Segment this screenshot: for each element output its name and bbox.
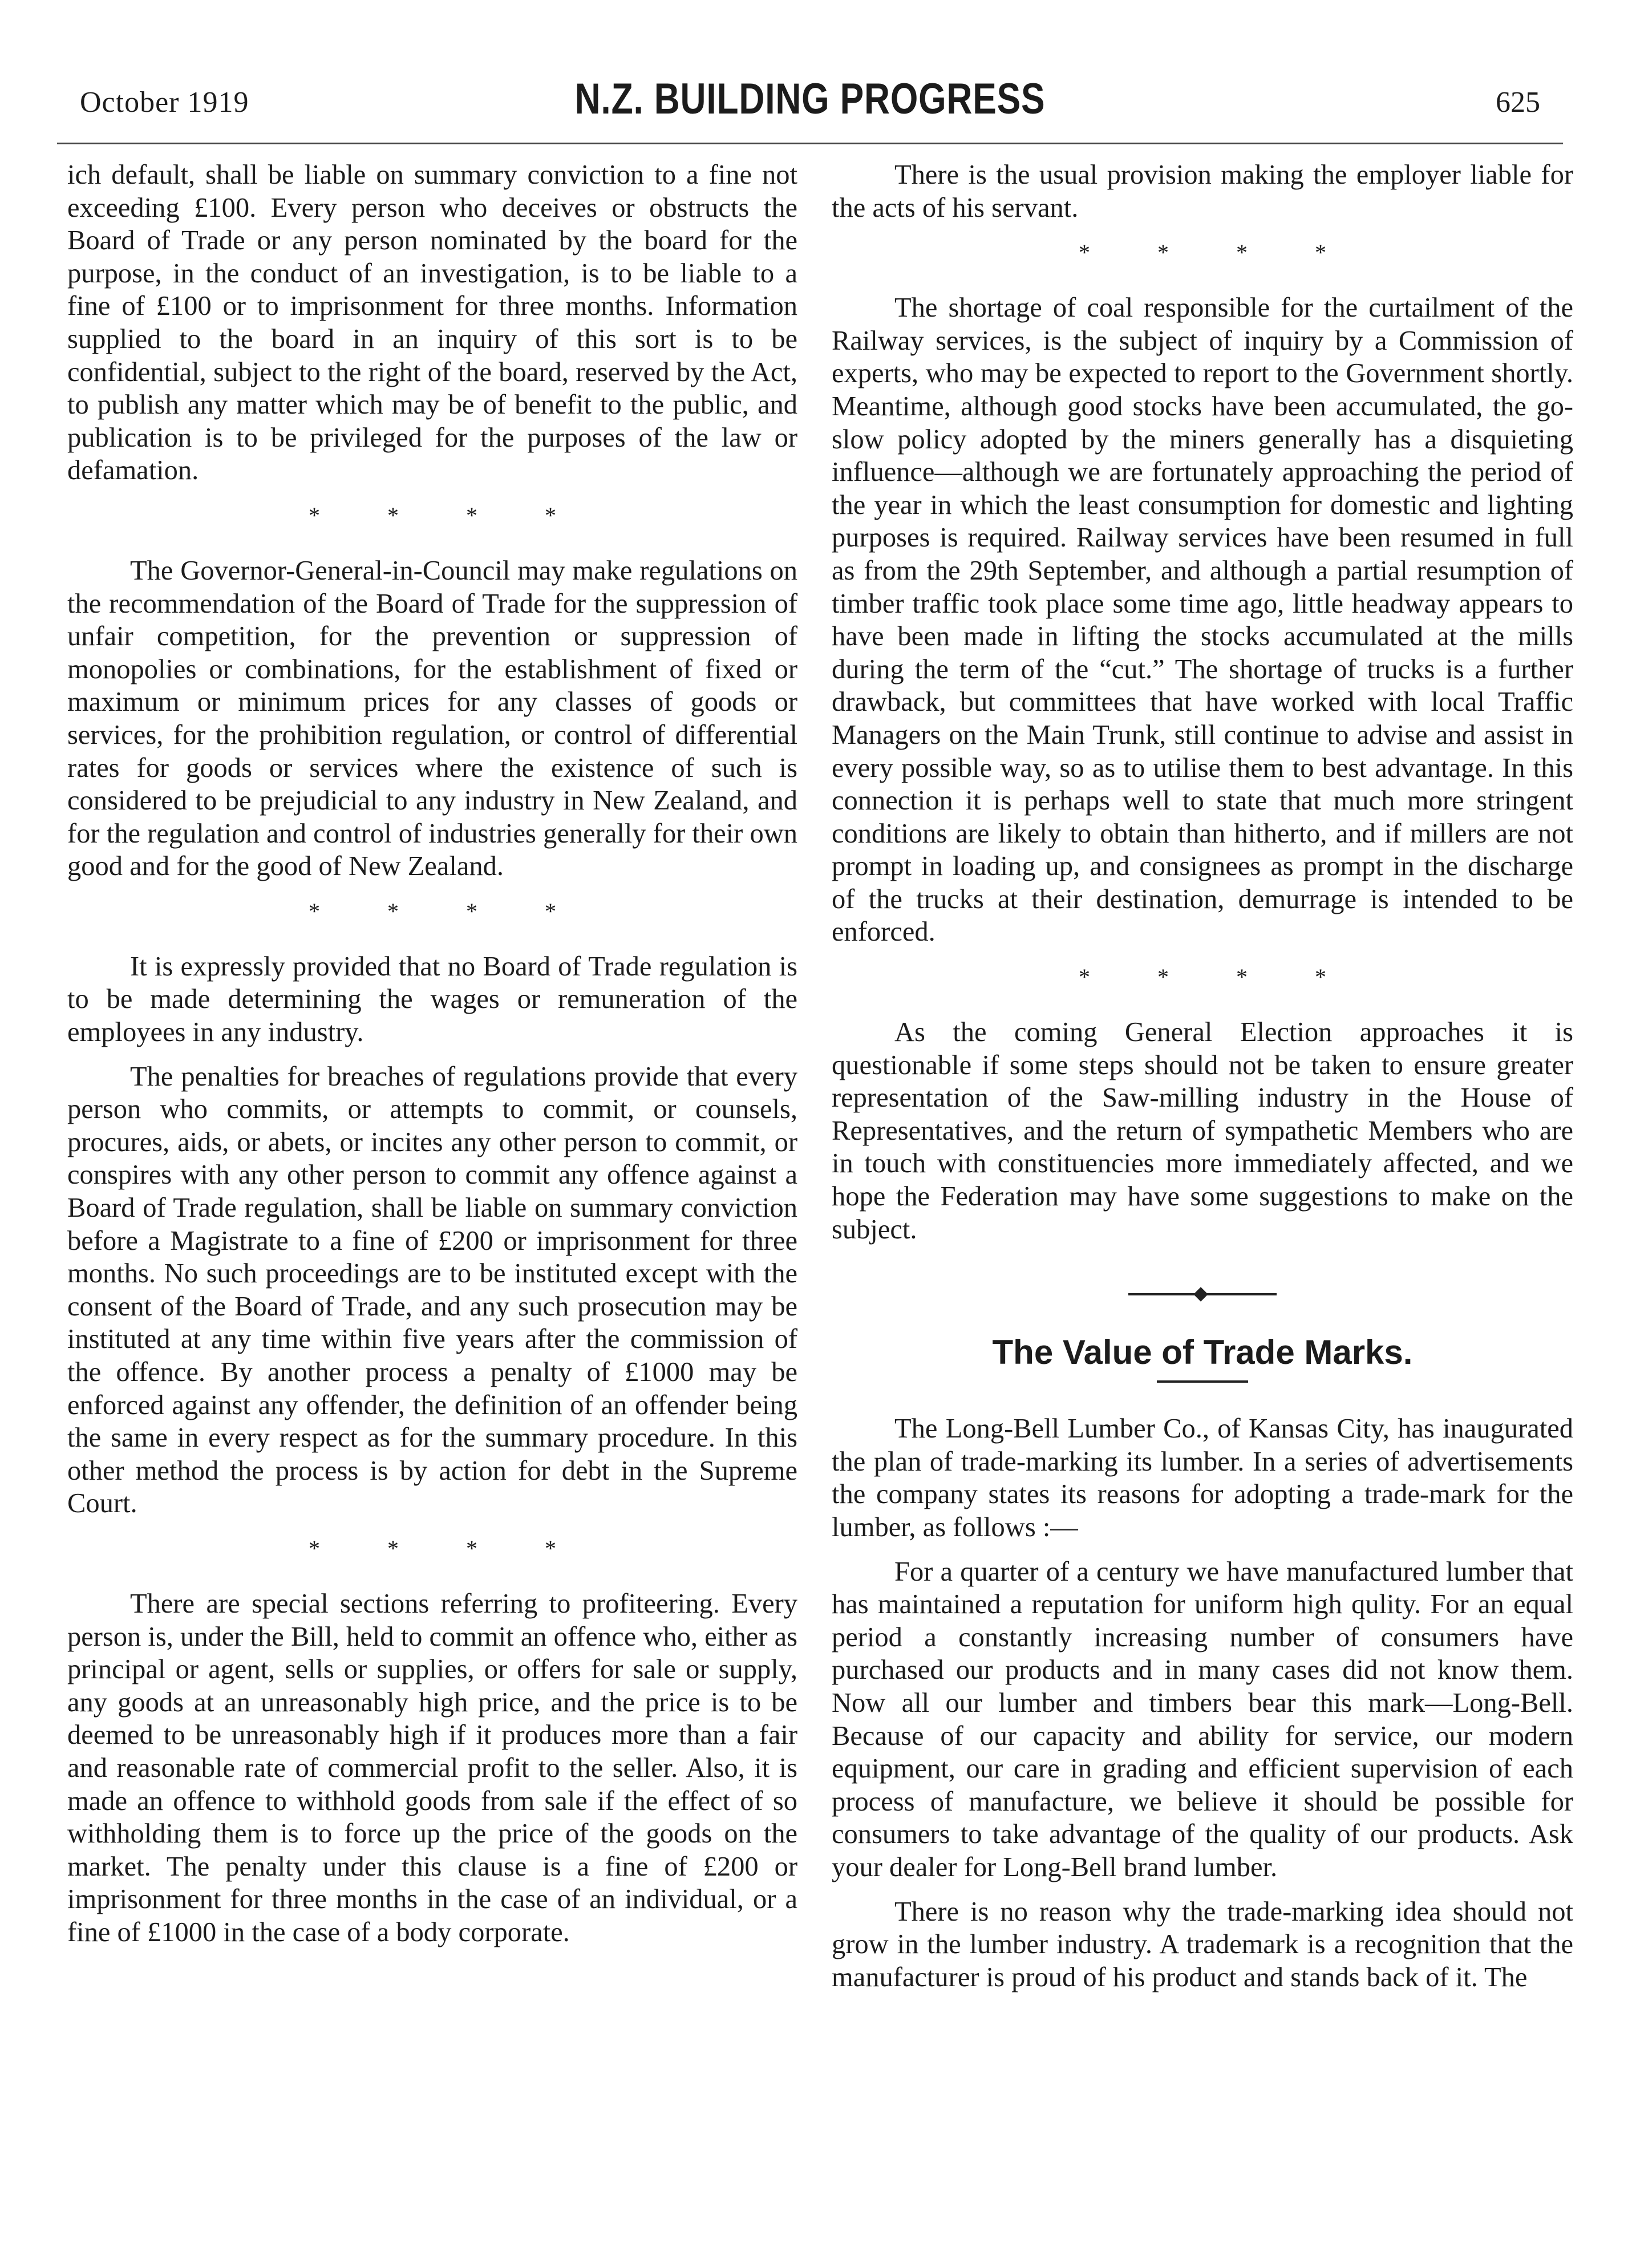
- section-separator: * * * *: [309, 898, 587, 924]
- right-paragraph-4: The Long-Bell Lumber Co., of Kansas City, has inaugurated the plan of trade-marking its lumber. In a series of advertisements the company states its reasons for adopting a trade-mark for the lumber, as follows :—: [832, 1414, 1573, 1542]
- left-paragraph-5: There are special sections referring to profiteering. Every person is, under the Bill, held to commit an offence who, either as principal or agent, sells or supplies, or offers for sale or supply, any goods at an unreasonably high price, and the price is to be deemed to be unreasonably high if it produces more than a fair and reasonable rate of commercial profit to the seller. Also, it is made an offence to withhold goods from sale if the effect of so withholding them is to force up the price of the goods on the market. The penalty under this clause is a fine of £200 or imprisonment for three months in the case of an individual, or a fine of £1000 in the case of a body corporate.: [67, 1588, 797, 1947]
- right-paragraph-6: There is no reason why the trade-marking idea should not grow in the lumber industry. A trademark is a recognition that the manufacturer is proud of his product and stands back of it. The: [832, 1896, 1573, 1992]
- divider-diamond-icon: [1193, 1287, 1208, 1301]
- right-paragraph-2: The shortage of coal responsible for the curtailment of the Railway services, is the subject of inquiry by a Commission of experts, who may be expected to report to the Government shortly. Meantime, although good stocks have been accumulated, the go-slow policy adopted by the miners generally has a disquieting influence—although we are fortunately approaching the period of the year in which the least consumption for domestic and lighting purposes is required. Railway services have been resumed in full as from the 29th September, and although a partial resumption of timber traffic took place some time ago, little headway appears to have been made in lifting the stocks accumulated at the mills during the term of the “cut.” The shortage of trucks is a further drawback, but committees that have worked with local Traffic Managers on the Main Trunk, still continue to advise and assist in every possible way, so as to utilise them to best advantage. In this connection it is perhaps well to state that much more stringent conditions are likely to obtain than hitherto, and if millers are not prompt in loading up, and consignees as prompt in the discharge of the trucks at their destination, demurrage is intended to be enforced.: [832, 293, 1573, 947]
- section-separator: * * * *: [1079, 240, 1357, 266]
- left-paragraph-2: The Governor-General-in-Council may make regulations on the recommendation of the Board of Trade for the suppression of unfair competition, for the prevention or suppression of monopolies or combinations, for the establishment of fixed or maximum or minimum prices for any classes of goods or services, for the prohibition regulation, or control of differential rates for goods or services where the existence of such is considered to be prejudicial to any industry in New Zealand, and for the regulation and control of industries generally for their own good and for the good of New Zealand.: [67, 555, 797, 882]
- page-header: [57, 68, 1563, 144]
- ornamental-divider: [1128, 1287, 1277, 1302]
- left-paragraph-4: The penalties for breaches of regulations provide that every person who commits, or attempts to commit, or counsels, procures, aids, or abets, or incites any other person to commit, or conspires with any other person to commit any offence against a Board of Trade regulation, shall be liable on summary conviction before a Magistrate to a fine of £200 or imprisonment for three months. No such proceedings are to be instituted except with the consent of the Board of Trade, and any such prosecution may be instituted at any time within five years after the commission of the offence. By another process a penalty of £1000 may be enforced against any offender, the definition of an offender being the same in every respect as for the summary procedure. In this other method the process is by action for debt in the Supreme Court.: [67, 1061, 797, 1519]
- publication-title: N.Z. BUILDING PROGRESS: [574, 75, 1046, 123]
- right-paragraph-5: For a quarter of a century we have manufactured lumber that has maintained a reputation for uniform high qulity. For an equal period a constantly increasing number of consumers have purchased our products and in many cases did not know them. Now all our lumber and timbers bear this mark—Long-Bell. Because of our capacity and ability for service, our modern equipment, our care in grading and efficient supervision of each process of manufacture, we believe it should be possible for consumers to take advantage of the quality of our products. Ask your dealer for Long-Bell brand lumber.: [832, 1556, 1573, 1882]
- right-paragraph-1: There is the usual provision making the employer liable for the acts of his servant.: [832, 160, 1573, 223]
- left-paragraph-3: It is expressly provided that no Board of Trade regulation is to be made determining the wages or remuneration of the employees in any industry.: [67, 951, 797, 1048]
- left-paragraph-1: ich default, shall be liable on summary conviction to a fine not exceeding £100. Every person who deceives or obstructs the Board of Trade or any person nominated by the board for the purpose, in the conduct of an investigation, is to be liable to a fine of £100 or to imprisonment for three months. Information supplied to the board in an inquiry of this sort is to be confidential, subject to the right of the board, reserved by the Act, to publish any matter which may be of benefit to the public, and publication is to be privileged for the purposes of the law or defamation.: [67, 160, 797, 486]
- left-column: [67, 159, 797, 1961]
- issue-date: October 1919: [80, 86, 249, 119]
- section-separator: * * * *: [1079, 964, 1357, 990]
- page-number: 625: [1496, 86, 1540, 119]
- right-paragraph-3: As the coming General Election approaches it is questionable if some steps should not be taken to ensure greater representation of the Saw-milling industry in the House of Representatives, and the return of sympathetic Members who are in touch with constituencies more immediately affected, and we hope the Federation may have some suggestions to make on the subject.: [832, 1017, 1573, 1245]
- section-separator: * * * *: [309, 1535, 587, 1561]
- section-separator: * * * *: [309, 502, 587, 528]
- article-title: The Value of Trade Marks.: [992, 1333, 1413, 1372]
- right-column: [832, 159, 1573, 2005]
- title-underline: [1157, 1380, 1248, 1383]
